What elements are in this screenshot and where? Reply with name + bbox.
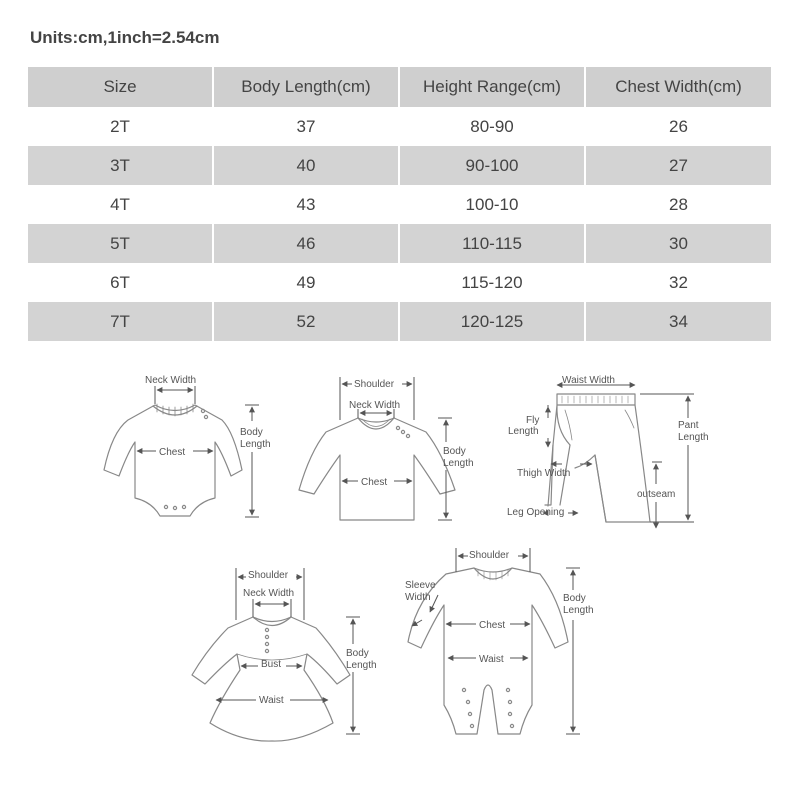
header-body-length: Body Length(cm) — [213, 67, 399, 107]
cell-size: 2T — [28, 107, 213, 146]
cell-size: 4T — [28, 185, 213, 224]
cell-size: 5T — [28, 224, 213, 263]
cell-height-range: 90-100 — [399, 146, 585, 185]
cell-size: 3T — [28, 146, 213, 185]
pants-pant-length-label: Length — [678, 432, 709, 443]
shirt-neck-width-label: Neck Width — [349, 400, 401, 411]
cell-body-length: 46 — [213, 224, 399, 263]
cell-chest-width: 32 — [669, 272, 688, 292]
bodysuit-neck-width-label: Neck Width — [145, 375, 197, 386]
cell-size: 7T — [28, 302, 213, 341]
pants-outseam-label: outseam — [637, 489, 676, 500]
bodysuit-body-label: Body — [240, 427, 263, 438]
romper-length-label: Length — [563, 605, 594, 616]
pants-thigh-width-label: Thigh Width — [517, 468, 571, 479]
romper-diagram — [405, 548, 594, 734]
romper-sleeve-width-label: Width — [405, 592, 431, 603]
header-chest-width: Chest Width(cm) — [585, 67, 771, 107]
romper-waist-label: Waist — [479, 654, 504, 665]
cell-height-range: 110-115 — [399, 224, 585, 263]
cell-chest-width: 34 — [585, 302, 771, 341]
shirt-length-label: Length — [443, 458, 474, 469]
cell-height-range: 80-90 — [399, 107, 585, 146]
romper-sleeve-label: Sleeve — [405, 580, 436, 591]
cell-size: 6T — [28, 263, 213, 302]
cell-height-range: 120-125 — [399, 302, 585, 341]
dress-bust-label: Bust — [261, 659, 282, 670]
dress-diagram — [192, 568, 377, 741]
dress-waist-label: Waist — [259, 695, 284, 706]
dress-length-label: Length — [346, 660, 377, 671]
cell-chest-width: 26 — [669, 116, 688, 136]
cell-height-range: 115-120 — [399, 263, 585, 302]
romper-chest-label: Chest — [479, 620, 506, 631]
bodysuit-chest-label: Chest — [159, 447, 186, 458]
shirt-chest-label: Chest — [361, 477, 388, 488]
shirt-diagram — [299, 377, 474, 520]
pants-waist-width-label: Waist Width — [562, 375, 615, 386]
pants-pant-label: Pant — [678, 420, 699, 431]
pants-fly-label: Fly — [526, 415, 540, 426]
pants-leg-opening-label: Leg Opening — [507, 507, 565, 518]
header-size: Size — [28, 67, 213, 107]
cell-chest-width: 30 — [585, 224, 771, 263]
dress-shoulder-label: Shoulder — [248, 570, 289, 581]
bodysuit-diagram — [104, 375, 271, 517]
cell-body-length: 40 — [213, 146, 399, 185]
cell-body-length: 49 — [213, 263, 399, 302]
cell-body-length: 52 — [213, 302, 399, 341]
dress-neck-width-label: Neck Width — [243, 588, 295, 599]
romper-shoulder-label: Shoulder — [469, 550, 510, 561]
cell-body-length: 43 — [213, 185, 399, 224]
pants-fly-length-label: Length — [508, 426, 539, 437]
pants-diagram — [507, 375, 709, 528]
shirt-body-label: Body — [443, 446, 466, 457]
cell-chest-width: 28 — [669, 194, 688, 214]
cell-body-length: 37 — [213, 107, 399, 146]
header-height-range: Height Range(cm) — [399, 67, 585, 107]
cell-height-range: 100-10 — [399, 185, 585, 224]
bodysuit-length-label: Length — [240, 439, 271, 450]
shirt-shoulder-label: Shoulder — [354, 379, 395, 390]
cell-chest-width: 27 — [585, 146, 771, 185]
romper-body-label: Body — [563, 593, 586, 604]
dress-body-label: Body — [346, 648, 369, 659]
units-note: Units:cm,1inch=2.54cm — [30, 28, 220, 47]
